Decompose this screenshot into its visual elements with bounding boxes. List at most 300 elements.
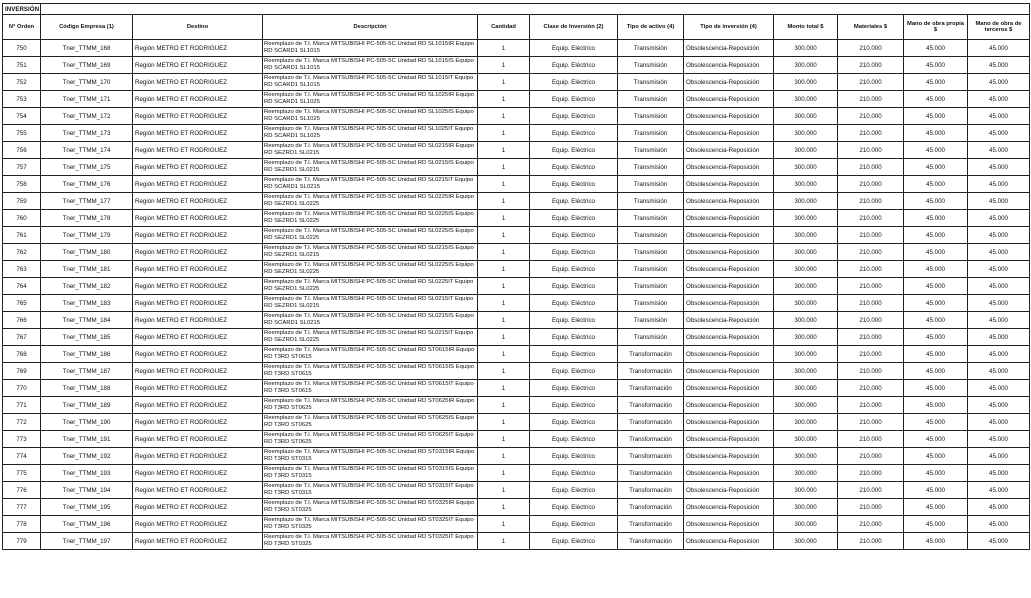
cell-tipo-activo: Transmisión (618, 91, 684, 108)
header-destino: Destino (133, 15, 263, 40)
section-title-row (3, 4, 1030, 15)
cell-codigo: Tner_TTMM_173 (41, 125, 133, 142)
cell-cantidad: 1 (478, 346, 530, 363)
cell-tipo-inversion: Obsolescencia-Reposición (684, 380, 774, 397)
cell-mano-propia: 45.000 (904, 108, 968, 125)
cell-descripcion: Reemplazo de T.I. Marca MITSUBISHI PC-505-5C Unidad RD ST0315IR Equipo RD T3RD ST0315 (263, 448, 478, 465)
cell-clase: Equip. Eléctrico (530, 431, 618, 448)
cell-mano-terceros: 45.000 (968, 533, 1030, 550)
cell-descripcion: Reemplazo de T.I. Marca MITSUBISHI PC-505-5C Unidad RD SL0215IS Equipo RD SEZRD1 SL0215 (263, 244, 478, 261)
cell-orden: 762 (3, 244, 41, 261)
table-row (3, 278, 1030, 295)
cell-descripcion: Reemplazo de T.I. Marca MITSUBISHI PC-505-5C Unidad RD SL0225IT Equipo RD SEZRD1 SL0225 (263, 278, 478, 295)
cell-codigo: Tner_TTMM_192 (41, 448, 133, 465)
cell-descripcion: Reemplazo de T.I. Marca MITSUBISHI PC-505-5C Unidad RD SL0225IS Equipo RD SEZRD1 SL0225 (263, 210, 478, 227)
cell-mano-propia: 45.000 (904, 278, 968, 295)
cell-codigo: Tner_TTMM_177 (41, 193, 133, 210)
cell-destino: Región METRO ET RODRIGUEZ (133, 244, 263, 261)
cell-tipo-activo: Transmisión (618, 159, 684, 176)
table-row (3, 193, 1030, 210)
cell-tipo-activo: Transformación (618, 516, 684, 533)
cell-tipo-inversion: Obsolescencia-Reposición (684, 57, 774, 74)
cell-tipo-inversion: Obsolescencia-Reposición (684, 397, 774, 414)
cell-destino: Región METRO ET RODRIGUEZ (133, 380, 263, 397)
cell-materiales: 210.000 (838, 397, 904, 414)
cell-cantidad: 1 (478, 227, 530, 244)
cell-cantidad: 1 (478, 312, 530, 329)
header-cantidad: Cantidad (478, 15, 530, 40)
cell-clase: Equip. Eléctrico (530, 414, 618, 431)
cell-descripcion: Reemplazo de T.I. Marca MITSUBISHI PC-505-5C Unidad RD SL0215IS Equipo RD SCARD1 SL0215 (263, 312, 478, 329)
cell-orden: 772 (3, 414, 41, 431)
cell-descripcion: Reemplazo de T.I. Marca MITSUBISHI PC-505-5C Unidad RD ST0625IR Equipo RD T3RD ST0625 (263, 397, 478, 414)
cell-tipo-activo: Transmisión (618, 142, 684, 159)
cell-mano-terceros: 45.000 (968, 74, 1030, 91)
cell-descripcion: Reemplazo de T.I. Marca MITSUBISHI PC-505-5C Unidad RD SL1025IT Equipo RD SCARD1 SL1025 (263, 125, 478, 142)
table-row (3, 244, 1030, 261)
cell-materiales: 210.000 (838, 533, 904, 550)
cell-tipo-inversion: Obsolescencia-Reposición (684, 40, 774, 57)
cell-mano-propia: 45.000 (904, 397, 968, 414)
header-tipo-inversion: Tipo de inversión (4) (684, 15, 774, 40)
cell-clase: Equip. Eléctrico (530, 482, 618, 499)
table-row (3, 363, 1030, 380)
cell-mano-propia: 45.000 (904, 295, 968, 312)
cell-clase: Equip. Eléctrico (530, 244, 618, 261)
cell-tipo-activo: Transformación (618, 363, 684, 380)
cell-tipo-inversion: Obsolescencia-Reposición (684, 499, 774, 516)
table-row (3, 108, 1030, 125)
cell-descripcion: Reemplazo de T.I. Marca MITSUBISHI PC-505-5C Unidad RD ST0315IS Equipo RD T3RD ST0315 (263, 465, 478, 482)
cell-mano-terceros: 45.000 (968, 380, 1030, 397)
cell-codigo: Tner_TTMM_196 (41, 516, 133, 533)
cell-orden: 756 (3, 142, 41, 159)
header-descripcion: Descripción (263, 15, 478, 40)
table-row (3, 261, 1030, 278)
cell-materiales: 210.000 (838, 465, 904, 482)
cell-tipo-inversion: Obsolescencia-Reposición (684, 516, 774, 533)
cell-destino: Región METRO ET RODRIGUEZ (133, 363, 263, 380)
cell-tipo-activo: Transformación (618, 448, 684, 465)
cell-cantidad: 1 (478, 431, 530, 448)
cell-clase: Equip. Eléctrico (530, 159, 618, 176)
cell-materiales: 210.000 (838, 227, 904, 244)
header-tipo-activo: Tipo de activo (4) (618, 15, 684, 40)
cell-mano-propia: 45.000 (904, 125, 968, 142)
cell-mano-propia: 45.000 (904, 465, 968, 482)
cell-materiales: 210.000 (838, 57, 904, 74)
cell-materiales: 210.000 (838, 482, 904, 499)
cell-destino: Región METRO ET RODRIGUEZ (133, 414, 263, 431)
cell-monto-total: 300.000 (774, 414, 838, 431)
cell-monto-total: 300.000 (774, 40, 838, 57)
table-row (3, 414, 1030, 431)
cell-orden: 777 (3, 499, 41, 516)
cell-orden: 763 (3, 261, 41, 278)
cell-materiales: 210.000 (838, 499, 904, 516)
cell-cantidad: 1 (478, 380, 530, 397)
cell-mano-terceros: 45.000 (968, 91, 1030, 108)
cell-mano-terceros: 45.000 (968, 108, 1030, 125)
cell-monto-total: 300.000 (774, 363, 838, 380)
cell-monto-total: 300.000 (774, 346, 838, 363)
cell-destino: Región METRO ET RODRIGUEZ (133, 448, 263, 465)
cell-destino: Región METRO ET RODRIGUEZ (133, 516, 263, 533)
investment-sheet (2, 3, 1029, 550)
cell-codigo: Tner_TTMM_197 (41, 533, 133, 550)
cell-tipo-inversion: Obsolescencia-Reposición (684, 244, 774, 261)
cell-mano-propia: 45.000 (904, 363, 968, 380)
cell-tipo-inversion: Obsolescencia-Reposición (684, 363, 774, 380)
header-row (3, 15, 1030, 40)
cell-codigo: Tner_TTMM_190 (41, 414, 133, 431)
cell-monto-total: 300.000 (774, 295, 838, 312)
cell-codigo: Tner_TTMM_181 (41, 261, 133, 278)
cell-destino: Región METRO ET RODRIGUEZ (133, 431, 263, 448)
cell-cantidad: 1 (478, 74, 530, 91)
cell-destino: Región METRO ET RODRIGUEZ (133, 159, 263, 176)
cell-orden: 754 (3, 108, 41, 125)
cell-tipo-inversion: Obsolescencia-Reposición (684, 346, 774, 363)
cell-tipo-activo: Transformación (618, 380, 684, 397)
table-row (3, 533, 1030, 550)
cell-descripcion: Reemplazo de T.I. Marca MITSUBISHI PC-505-5C Unidad RD ST0625IT Equipo RD T3RD ST0625 (263, 431, 478, 448)
cell-mano-terceros: 45.000 (968, 176, 1030, 193)
cell-cantidad: 1 (478, 533, 530, 550)
cell-descripcion: Reemplazo de T.I. Marca MITSUBISHI PC-505-5C Unidad RD SL0215IT Equipo RD SEZRD1 SL0225 (263, 329, 478, 346)
cell-mano-terceros: 45.000 (968, 193, 1030, 210)
cell-descripcion: Reemplazo de T.I. Marca MITSUBISHI PC-505-5C Unidad RD ST0315IT Equipo RD T3RD ST0315 (263, 482, 478, 499)
cell-mano-terceros: 45.000 (968, 346, 1030, 363)
cell-tipo-activo: Transformación (618, 533, 684, 550)
cell-tipo-inversion: Obsolescencia-Reposición (684, 210, 774, 227)
cell-clase: Equip. Eléctrico (530, 108, 618, 125)
cell-orden: 765 (3, 295, 41, 312)
cell-tipo-activo: Transmisión (618, 108, 684, 125)
cell-codigo: Tner_TTMM_170 (41, 74, 133, 91)
cell-codigo: Tner_TTMM_183 (41, 295, 133, 312)
cell-destino: Región METRO ET RODRIGUEZ (133, 278, 263, 295)
cell-clase: Equip. Eléctrico (530, 142, 618, 159)
cell-descripcion: Reemplazo de T.I. Marca MITSUBISHI PC-505-5C Unidad RD SL0215IR Equipo RD SEZRD1 SL0215 (263, 142, 478, 159)
cell-monto-total: 300.000 (774, 533, 838, 550)
cell-tipo-activo: Transmisión (618, 278, 684, 295)
cell-codigo: Tner_TTMM_179 (41, 227, 133, 244)
cell-materiales: 210.000 (838, 414, 904, 431)
cell-clase: Equip. Eléctrico (530, 193, 618, 210)
cell-orden: 778 (3, 516, 41, 533)
cell-codigo: Tner_TTMM_195 (41, 499, 133, 516)
cell-materiales: 210.000 (838, 346, 904, 363)
cell-tipo-inversion: Obsolescencia-Reposición (684, 125, 774, 142)
cell-cantidad: 1 (478, 125, 530, 142)
cell-monto-total: 300.000 (774, 448, 838, 465)
cell-monto-total: 300.000 (774, 516, 838, 533)
cell-tipo-activo: Transmisión (618, 193, 684, 210)
cell-tipo-inversion: Obsolescencia-Reposición (684, 295, 774, 312)
cell-clase: Equip. Eléctrico (530, 499, 618, 516)
cell-tipo-inversion: Obsolescencia-Reposición (684, 431, 774, 448)
cell-tipo-inversion: Obsolescencia-Reposición (684, 329, 774, 346)
cell-materiales: 210.000 (838, 74, 904, 91)
cell-mano-terceros: 45.000 (968, 465, 1030, 482)
cell-materiales: 210.000 (838, 125, 904, 142)
cell-mano-terceros: 45.000 (968, 57, 1030, 74)
cell-clase: Equip. Eléctrico (530, 312, 618, 329)
cell-orden: 771 (3, 397, 41, 414)
cell-materiales: 210.000 (838, 278, 904, 295)
cell-mano-propia: 45.000 (904, 91, 968, 108)
cell-tipo-activo: Transmisión (618, 329, 684, 346)
cell-tipo-activo: Transmisión (618, 176, 684, 193)
cell-mano-propia: 45.000 (904, 346, 968, 363)
cell-tipo-inversion: Obsolescencia-Reposición (684, 142, 774, 159)
cell-tipo-activo: Transmisión (618, 244, 684, 261)
cell-clase: Equip. Eléctrico (530, 295, 618, 312)
cell-descripcion: Reemplazo de T.I. Marca MITSUBISHI PC-505-5C Unidad RD SL0225IS Equipo RD SEZRD1 SL0225 (263, 227, 478, 244)
cell-mano-propia: 45.000 (904, 482, 968, 499)
cell-orden: 758 (3, 176, 41, 193)
cell-monto-total: 300.000 (774, 261, 838, 278)
cell-clase: Equip. Eléctrico (530, 448, 618, 465)
cell-codigo: Tner_TTMM_176 (41, 176, 133, 193)
cell-tipo-activo: Transformación (618, 397, 684, 414)
table-row (3, 40, 1030, 57)
cell-mano-propia: 45.000 (904, 142, 968, 159)
table-row (3, 499, 1030, 516)
cell-mano-terceros: 45.000 (968, 482, 1030, 499)
cell-materiales: 210.000 (838, 210, 904, 227)
cell-tipo-activo: Transmisión (618, 125, 684, 142)
cell-clase: Equip. Eléctrico (530, 125, 618, 142)
cell-tipo-inversion: Obsolescencia-Reposición (684, 91, 774, 108)
cell-descripcion: Reemplazo de T.I. Marca MITSUBISHI PC-505-5C Unidad RD ST0615IS Equipo RD T3RD ST0615 (263, 363, 478, 380)
cell-orden: 752 (3, 74, 41, 91)
cell-mano-propia: 45.000 (904, 159, 968, 176)
cell-materiales: 210.000 (838, 516, 904, 533)
cell-cantidad: 1 (478, 295, 530, 312)
cell-destino: Región METRO ET RODRIGUEZ (133, 346, 263, 363)
cell-codigo: Tner_TTMM_171 (41, 91, 133, 108)
cell-orden: 764 (3, 278, 41, 295)
cell-codigo: Tner_TTMM_169 (41, 57, 133, 74)
cell-cantidad: 1 (478, 40, 530, 57)
cell-clase: Equip. Eléctrico (530, 346, 618, 363)
cell-materiales: 210.000 (838, 193, 904, 210)
cell-cantidad: 1 (478, 91, 530, 108)
cell-tipo-inversion: Obsolescencia-Reposición (684, 312, 774, 329)
cell-monto-total: 300.000 (774, 176, 838, 193)
cell-codigo: Tner_TTMM_185 (41, 329, 133, 346)
cell-materiales: 210.000 (838, 91, 904, 108)
cell-mano-propia: 45.000 (904, 40, 968, 57)
cell-mano-terceros: 45.000 (968, 142, 1030, 159)
cell-orden: 757 (3, 159, 41, 176)
cell-orden: 773 (3, 431, 41, 448)
table-row (3, 125, 1030, 142)
cell-mano-terceros: 45.000 (968, 295, 1030, 312)
cell-monto-total: 300.000 (774, 482, 838, 499)
cell-monto-total: 300.000 (774, 193, 838, 210)
cell-cantidad: 1 (478, 397, 530, 414)
cell-codigo: Tner_TTMM_188 (41, 380, 133, 397)
table-row (3, 465, 1030, 482)
cell-materiales: 210.000 (838, 40, 904, 57)
cell-materiales: 210.000 (838, 380, 904, 397)
cell-materiales: 210.000 (838, 142, 904, 159)
cell-tipo-inversion: Obsolescencia-Reposición (684, 448, 774, 465)
cell-mano-propia: 45.000 (904, 312, 968, 329)
cell-clase: Equip. Eléctrico (530, 516, 618, 533)
cell-tipo-inversion: Obsolescencia-Reposición (684, 227, 774, 244)
cell-orden: 751 (3, 57, 41, 74)
cell-cantidad: 1 (478, 108, 530, 125)
header-mano-propia: Mano de obra propia $ (904, 15, 968, 40)
cell-descripcion: Reemplazo de T.I. Marca MITSUBISHI PC-505-5C Unidad RD SL1015IT Equipo RD SCARD1 SL1015 (263, 74, 478, 91)
cell-cantidad: 1 (478, 363, 530, 380)
cell-descripcion: Reemplazo de T.I. Marca MITSUBISHI PC-505-5C Unidad RD SL1015IR Equipo RD SCARD1 SL1015 (263, 40, 478, 57)
cell-tipo-inversion: Obsolescencia-Reposición (684, 414, 774, 431)
cell-descripcion: Reemplazo de T.I. Marca MITSUBISHI PC-505-5C Unidad RD SL0225IS Equipo RD SEZRD1 SL0225 (263, 261, 478, 278)
cell-tipo-activo: Transmisión (618, 57, 684, 74)
cell-cantidad: 1 (478, 244, 530, 261)
cell-mano-terceros: 45.000 (968, 278, 1030, 295)
cell-mano-propia: 45.000 (904, 57, 968, 74)
table-row (3, 312, 1030, 329)
cell-monto-total: 300.000 (774, 397, 838, 414)
cell-clase: Equip. Eléctrico (530, 363, 618, 380)
cell-descripcion: Reemplazo de T.I. Marca MITSUBISHI PC-505-5C Unidad RD ST0325IT Equipo RD T3RD ST0325 (263, 533, 478, 550)
cell-codigo: Tner_TTMM_194 (41, 482, 133, 499)
cell-destino: Región METRO ET RODRIGUEZ (133, 397, 263, 414)
cell-codigo: Tner_TTMM_187 (41, 363, 133, 380)
cell-codigo: Tner_TTMM_189 (41, 397, 133, 414)
cell-clase: Equip. Eléctrico (530, 533, 618, 550)
cell-codigo: Tner_TTMM_193 (41, 465, 133, 482)
cell-mano-terceros: 45.000 (968, 210, 1030, 227)
table-row (3, 329, 1030, 346)
cell-destino: Región METRO ET RODRIGUEZ (133, 142, 263, 159)
cell-mano-terceros: 45.000 (968, 397, 1030, 414)
cell-tipo-inversion: Obsolescencia-Reposición (684, 278, 774, 295)
cell-codigo: Tner_TTMM_178 (41, 210, 133, 227)
cell-tipo-activo: Transmisión (618, 261, 684, 278)
cell-tipo-activo: Transmisión (618, 312, 684, 329)
cell-tipo-activo: Transmisión (618, 295, 684, 312)
cell-monto-total: 300.000 (774, 142, 838, 159)
cell-tipo-activo: Transmisión (618, 74, 684, 91)
cell-codigo: Tner_TTMM_184 (41, 312, 133, 329)
cell-materiales: 210.000 (838, 363, 904, 380)
cell-cantidad: 1 (478, 159, 530, 176)
cell-destino: Región METRO ET RODRIGUEZ (133, 125, 263, 142)
cell-destino: Región METRO ET RODRIGUEZ (133, 74, 263, 91)
cell-cantidad: 1 (478, 516, 530, 533)
cell-mano-propia: 45.000 (904, 431, 968, 448)
cell-mano-propia: 45.000 (904, 380, 968, 397)
cell-mano-terceros: 45.000 (968, 40, 1030, 57)
cell-clase: Equip. Eléctrico (530, 397, 618, 414)
cell-mano-terceros: 45.000 (968, 125, 1030, 142)
cell-monto-total: 300.000 (774, 465, 838, 482)
cell-mano-terceros: 45.000 (968, 516, 1030, 533)
cell-cantidad: 1 (478, 329, 530, 346)
cell-mano-terceros: 45.000 (968, 227, 1030, 244)
cell-descripcion: Reemplazo de T.I. Marca MITSUBISHI PC-505-5C Unidad RD ST0625IS Equipo RD T3RD ST0625 (263, 414, 478, 431)
cell-orden: 769 (3, 363, 41, 380)
cell-mano-propia: 45.000 (904, 176, 968, 193)
cell-monto-total: 300.000 (774, 159, 838, 176)
cell-mano-terceros: 45.000 (968, 363, 1030, 380)
cell-mano-terceros: 45.000 (968, 159, 1030, 176)
cell-tipo-inversion: Obsolescencia-Reposición (684, 108, 774, 125)
cell-descripcion: Reemplazo de T.I. Marca MITSUBISHI PC-505-5C Unidad RD SL0225IR Equipo RD SEZRD1 SL0225 (263, 193, 478, 210)
cell-mano-propia: 45.000 (904, 329, 968, 346)
cell-mano-propia: 45.000 (904, 414, 968, 431)
cell-orden: 753 (3, 91, 41, 108)
cell-tipo-inversion: Obsolescencia-Reposición (684, 159, 774, 176)
table-row (3, 346, 1030, 363)
cell-destino: Región METRO ET RODRIGUEZ (133, 465, 263, 482)
cell-codigo: Tner_TTMM_175 (41, 159, 133, 176)
cell-tipo-activo: Transformación (618, 499, 684, 516)
cell-materiales: 210.000 (838, 295, 904, 312)
cell-mano-propia: 45.000 (904, 448, 968, 465)
cell-mano-terceros: 45.000 (968, 448, 1030, 465)
cell-descripcion: Reemplazo de T.I. Marca MITSUBISHI PC-505-5C Unidad RD ST0615IR Equipo RD T3RD ST0615 (263, 346, 478, 363)
cell-monto-total: 300.000 (774, 210, 838, 227)
cell-materiales: 210.000 (838, 312, 904, 329)
cell-descripcion: Reemplazo de T.I. Marca MITSUBISHI PC-505-5C Unidad RD SL0215IT Equipo RD SCARD1 SL0215 (263, 176, 478, 193)
cell-cantidad: 1 (478, 176, 530, 193)
cell-mano-terceros: 45.000 (968, 244, 1030, 261)
table-row (3, 482, 1030, 499)
cell-destino: Región METRO ET RODRIGUEZ (133, 312, 263, 329)
table-row (3, 176, 1030, 193)
cell-monto-total: 300.000 (774, 312, 838, 329)
cell-clase: Equip. Eléctrico (530, 278, 618, 295)
cell-tipo-activo: Transmisión (618, 227, 684, 244)
cell-cantidad: 1 (478, 261, 530, 278)
cell-mano-propia: 45.000 (904, 74, 968, 91)
cell-mano-propia: 45.000 (904, 516, 968, 533)
cell-mano-terceros: 45.000 (968, 261, 1030, 278)
cell-orden: 767 (3, 329, 41, 346)
cell-cantidad: 1 (478, 499, 530, 516)
cell-destino: Región METRO ET RODRIGUEZ (133, 329, 263, 346)
cell-orden: 779 (3, 533, 41, 550)
section-title: INVERSIÓN (3, 4, 41, 15)
cell-orden: 750 (3, 40, 41, 57)
cell-tipo-inversion: Obsolescencia-Reposición (684, 176, 774, 193)
cell-descripcion: Reemplazo de T.I. Marca MITSUBISHI PC-505-5C Unidad RD SL1015IS Equipo RD SCARD1 SL1015 (263, 57, 478, 74)
cell-materiales: 210.000 (838, 261, 904, 278)
cell-tipo-inversion: Obsolescencia-Reposición (684, 465, 774, 482)
cell-clase: Equip. Eléctrico (530, 74, 618, 91)
cell-mano-propia: 45.000 (904, 533, 968, 550)
cell-descripcion: Reemplazo de T.I. Marca MITSUBISHI PC-505-5C Unidad RD SL0215IS Equipo RD SEZRD1 SL0215 (263, 159, 478, 176)
cell-cantidad: 1 (478, 414, 530, 431)
cell-codigo: Tner_TTMM_186 (41, 346, 133, 363)
cell-orden: 761 (3, 227, 41, 244)
cell-destino: Región METRO ET RODRIGUEZ (133, 57, 263, 74)
table-row (3, 295, 1030, 312)
cell-materiales: 210.000 (838, 159, 904, 176)
cell-tipo-activo: Transformación (618, 431, 684, 448)
cell-clase: Equip. Eléctrico (530, 176, 618, 193)
cell-descripcion: Reemplazo de T.I. Marca MITSUBISHI PC-505-5C Unidad RD SL1025IR Equipo RD SCARD1 SL1025 (263, 91, 478, 108)
cell-mano-terceros: 45.000 (968, 414, 1030, 431)
